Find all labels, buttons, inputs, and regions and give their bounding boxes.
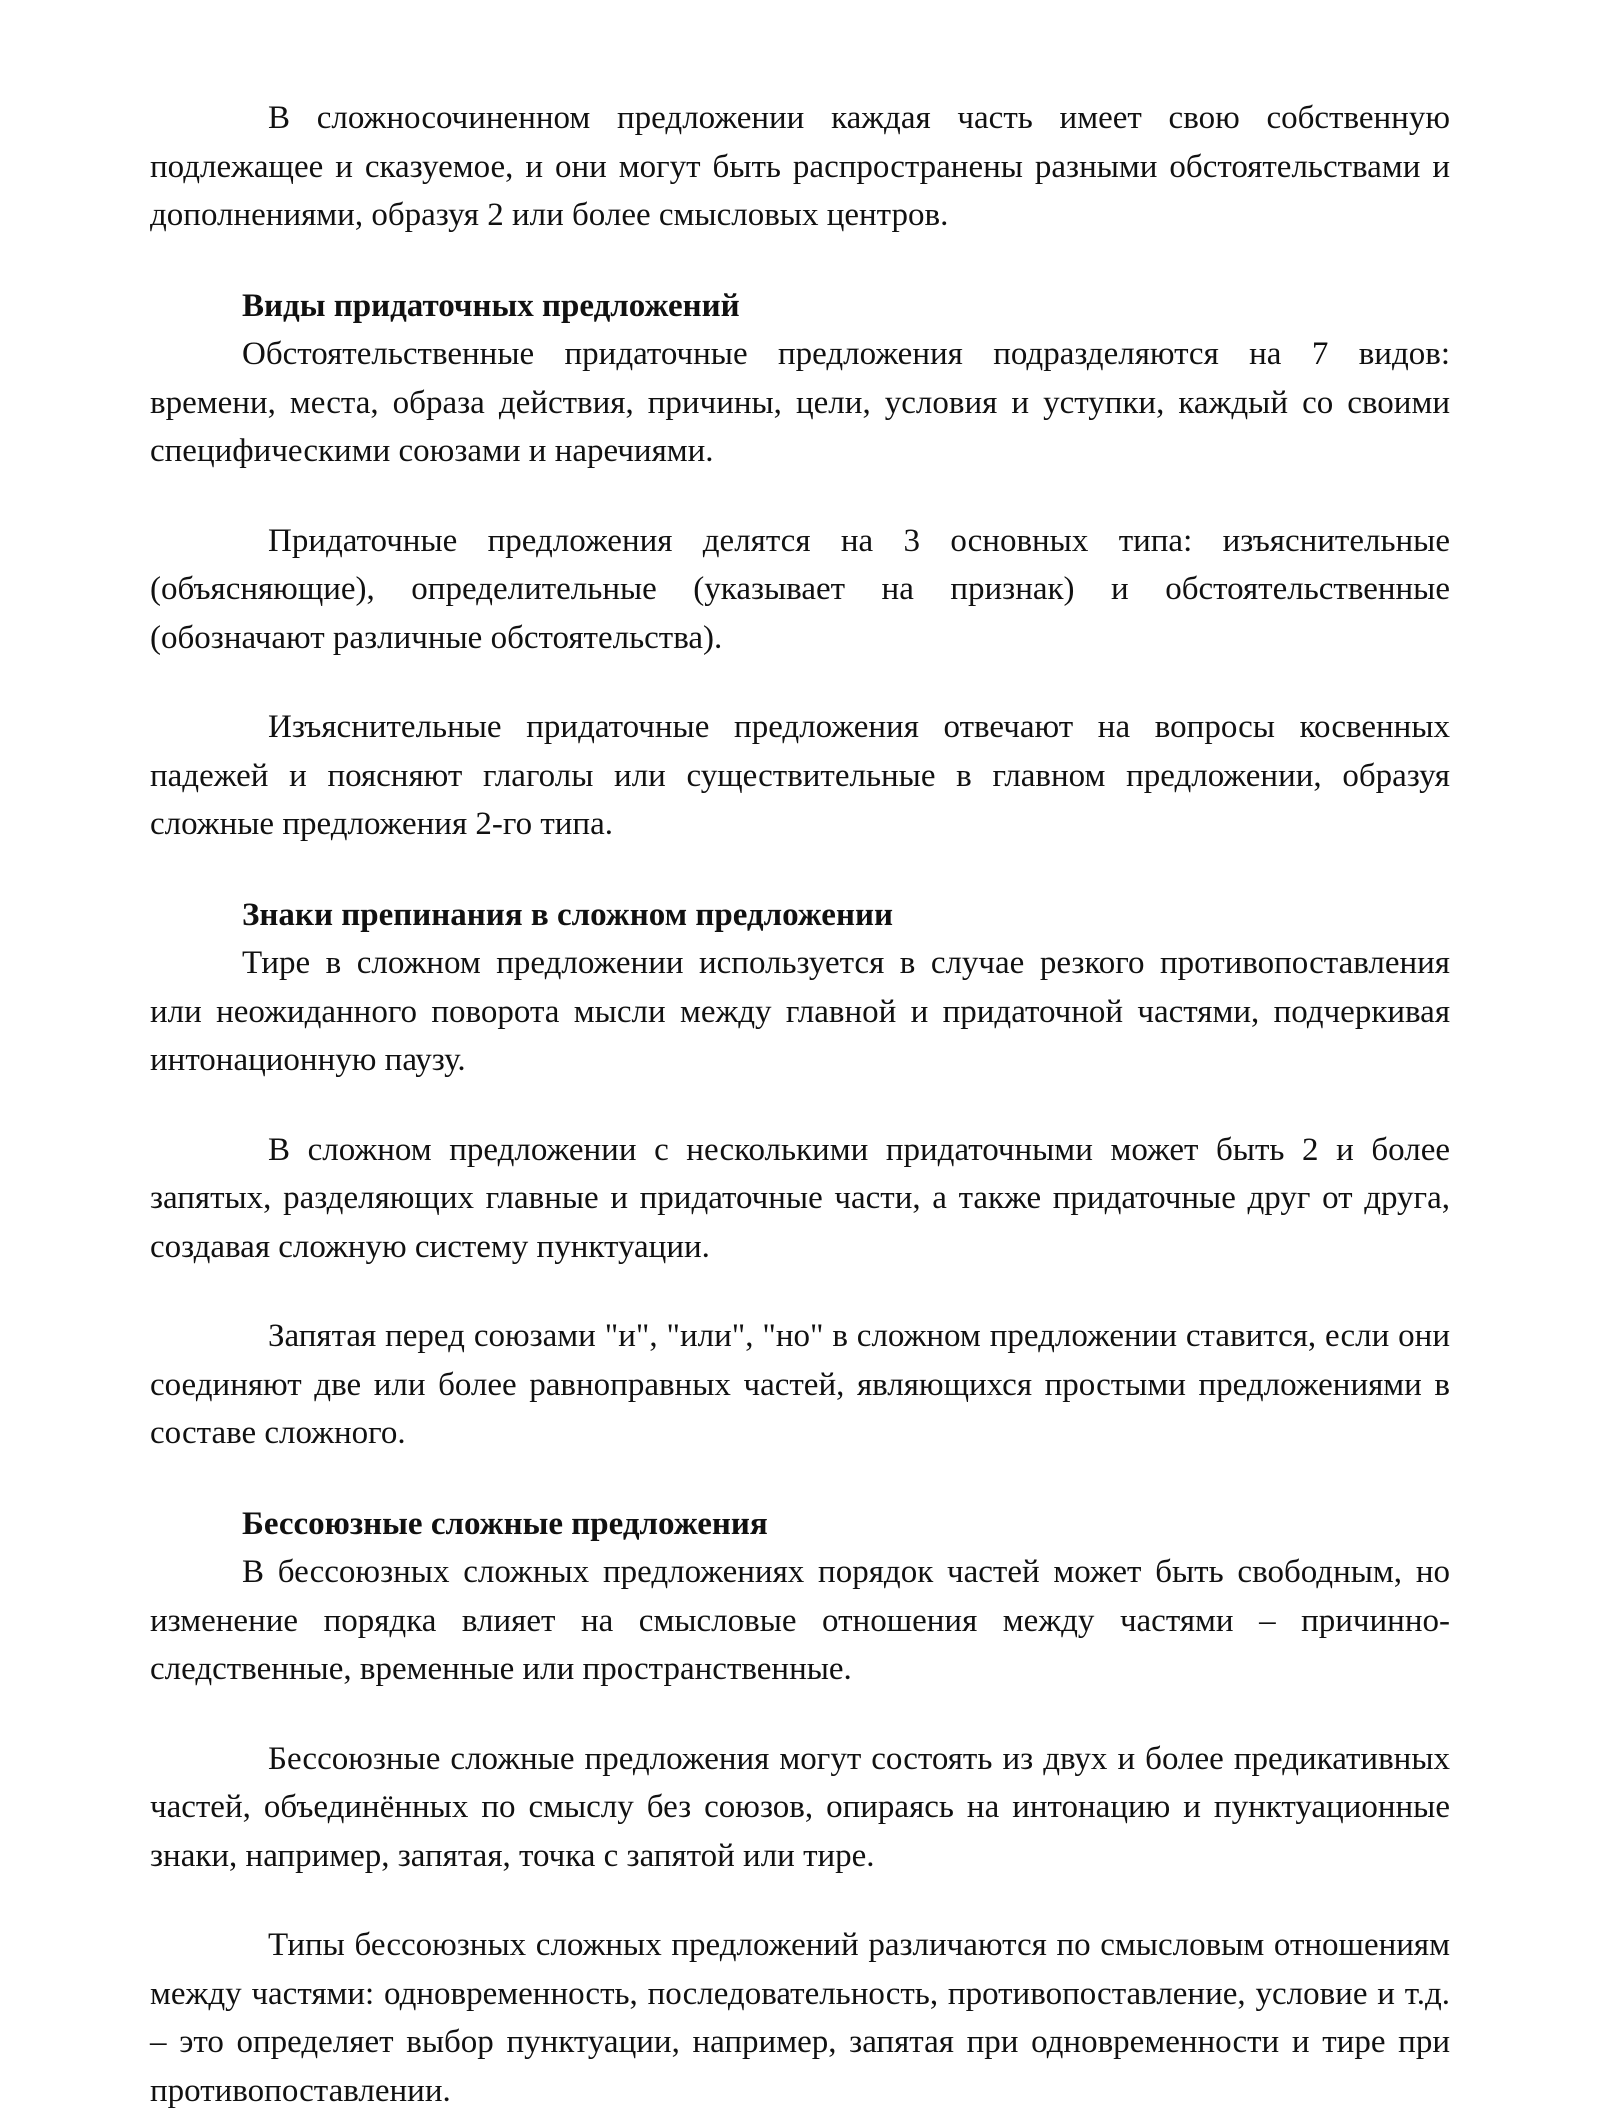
spacer [150,1085,1450,1126]
paragraph-asyndetic-order: В бессоюзных сложных предложениях порядок частей может быть свободным, но изменение порядка влияет на смысловые отношения между частями – причинно-следственные, временные или пространственные. [150,1554,1450,1687]
paragraph-adverbial-clauses: Обстоятельственные придаточные предложения подразделяются на 7 видов: времени, места, образа действия, причины, цели, условия и уступки, каждый со своими специфическими союзами и наречиями. [150,336,1450,469]
document-body [150,94,1450,2115]
heading-asyndetic-sentences: Бессоюзные сложные предложения [242,1505,768,1542]
paragraph-explanatory-clauses: Изъяснительные придаточные предложения отвечают на вопросы косвенных падежей и поясняют глаголы или существительные в главном предложении, образуя сложные предложения 2-го типа. [150,709,1450,842]
spacer [150,1880,1450,1921]
heading-punctuation: Знаки препинания в сложном предложении [242,896,893,933]
spacer [150,849,1450,891]
spacer [150,476,1450,517]
heading-subordinate-types: Виды придаточных предложений [242,287,740,324]
spacer [150,662,1450,703]
spacer [150,240,1450,282]
paragraph-dash-usage: Тире в сложном предложении используется в случае резкого противопоставления или неожиданного поворота мысли между главной и придаточной частями, подчеркивая интонационную паузу. [150,945,1450,1078]
spacer [150,1694,1450,1735]
paragraph-multiple-commas: В сложном предложении с несколькими придаточными может быть 2 и более запятых, разделяющих главные и придаточные части, а также придаточные друг от друга, создавая сложную систему пунктуации. [150,1131,1450,1265]
spacer [150,1458,1450,1500]
paragraph-comma-conjunctions: Запятая перед союзами "и", "или", "но" в сложном предложении ставится, если они соединяют две или более равноправных частей, являющихся простыми предложениями в составе сложного. [150,1318,1450,1451]
paragraph-clause-types: Придаточные предложения делятся на 3 основных типа: изъяснительные (объясняющие), определительные (указывает на признак) и обстоятельственные (обозначают различные обстоятельства). [150,522,1450,656]
paragraph-asyndetic-types: Типы бессоюзных сложных предложений различаются по смысловым отношениям между частями: одновременность, последовательность, противопоставление, условие и т.д. – это определяет выбор пунктуации, например, запятая при одновременности и тире при противопоставлении. [150,1927,1450,2109]
paragraph-asyndetic-parts: Бессоюзные сложные предложения могут состоять из двух и более предикативных частей, объединённых по смыслу без союзов, опираясь на интонацию и пунктуационные знаки, например, запятая, точка с запятой или тире. [150,1740,1450,1874]
paragraph-compound-sentence: В сложносочиненном предложении каждая часть имеет свою собственную подлежащее и сказуемое, и они могут быть распространены разными обстоятельствами и дополнениями, образуя 2 или более смысловых центров. [150,100,1450,233]
spacer [150,1271,1450,1312]
